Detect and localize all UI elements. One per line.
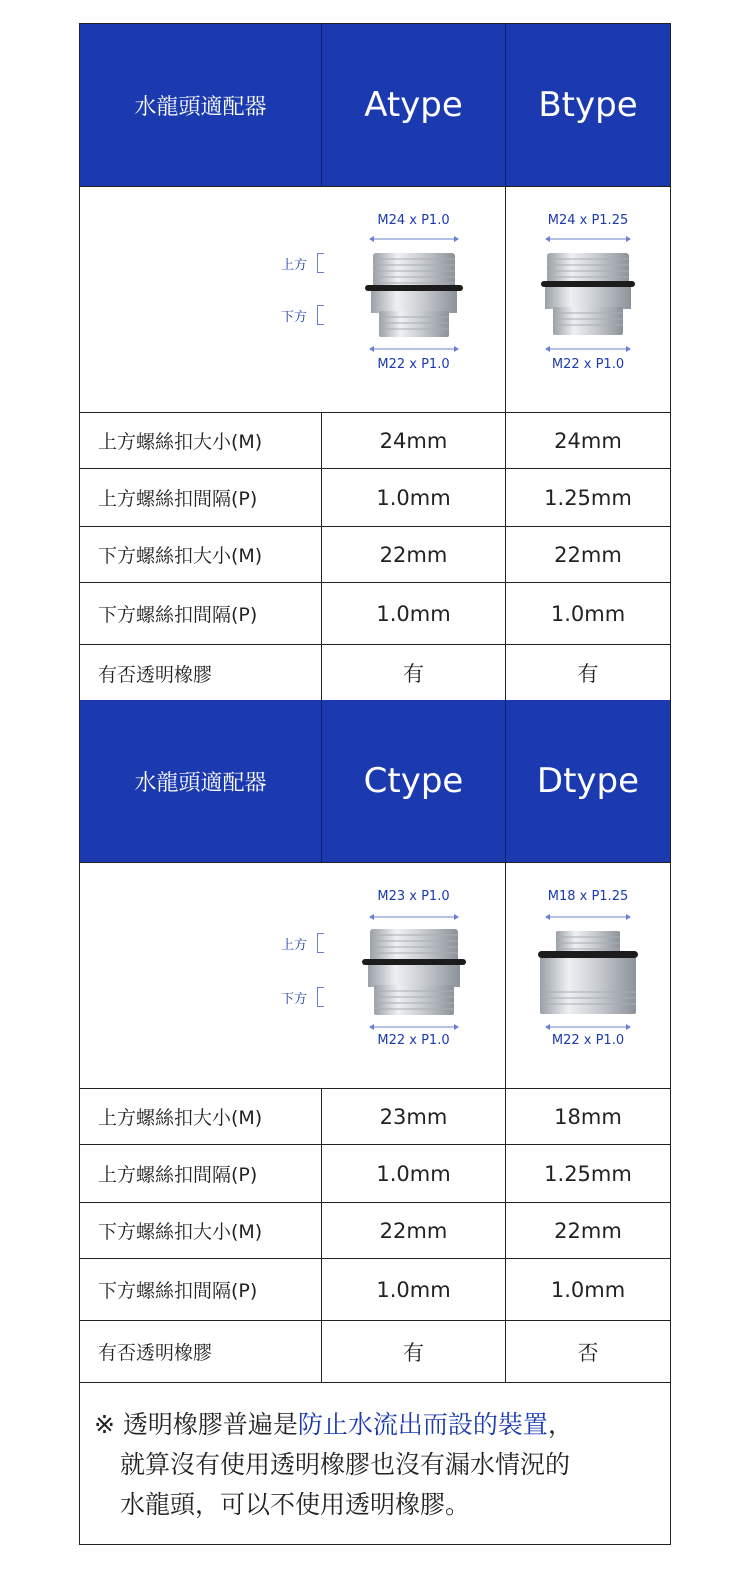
dimension-arrow-icon bbox=[368, 913, 460, 921]
row-value-b: 1.0mm bbox=[550, 601, 626, 626]
side-label-top: 上方 bbox=[281, 933, 324, 953]
image-row bbox=[80, 863, 670, 1089]
row-value-b: 24mm bbox=[554, 428, 622, 453]
row-value-a: 1.0mm bbox=[322, 1259, 506, 1320]
row-value-a: 1.0mm bbox=[322, 583, 506, 644]
table-row bbox=[80, 469, 670, 527]
spec-table-2 bbox=[79, 700, 671, 1383]
row-label: 下方螺絲扣間隔(P) bbox=[80, 583, 322, 644]
table-header bbox=[80, 24, 670, 187]
spec-bottom-label: M22 x P1.0 bbox=[551, 1033, 625, 1048]
row-value-a: 有 bbox=[322, 1321, 506, 1382]
dimension-arrow-icon bbox=[544, 235, 632, 243]
table-header bbox=[80, 700, 670, 863]
header-col-b: Dtype bbox=[536, 761, 640, 801]
header-label: 水龍頭適配器 bbox=[80, 700, 322, 862]
note-highlight: 防止水流出而設的裝置 bbox=[297, 1410, 548, 1439]
dimension-arrow-icon bbox=[368, 235, 460, 243]
spec-top-label: M18 x P1.25 bbox=[547, 889, 629, 904]
row-value-a: 1.0mm bbox=[322, 1145, 506, 1202]
row-value-a: 22mm bbox=[322, 527, 506, 582]
row-value-a: 1.0mm bbox=[322, 469, 506, 526]
dimension-arrow-icon bbox=[544, 345, 632, 353]
dimension-arrow-icon bbox=[368, 345, 460, 353]
spec-bottom-label: M22 x P1.0 bbox=[551, 357, 625, 372]
row-label: 上方螺絲扣間隔(P) bbox=[80, 1145, 322, 1202]
adapter-fitting-icon bbox=[356, 925, 472, 1019]
row-value-a: 24mm bbox=[322, 413, 506, 468]
row-value-a: 22mm bbox=[322, 1203, 506, 1258]
spec-top-label: M23 x P1.0 bbox=[377, 889, 450, 904]
row-label: 有否透明橡膠 bbox=[80, 1321, 322, 1382]
row-label: 上方螺絲扣間隔(P) bbox=[80, 469, 322, 526]
adapter-fitting-icon bbox=[530, 929, 646, 1019]
spec-bottom-label: M22 x P1.0 bbox=[377, 357, 450, 372]
spec-top-label: M24 x P1.0 bbox=[377, 213, 450, 228]
spec-bottom-label: M22 x P1.0 bbox=[377, 1033, 450, 1048]
table-row bbox=[80, 527, 670, 583]
table-row bbox=[80, 1259, 670, 1321]
note-text: 透明橡膠普遍是 bbox=[122, 1410, 298, 1439]
table-row bbox=[80, 1089, 670, 1145]
table-row bbox=[80, 413, 670, 469]
table-row bbox=[80, 1145, 670, 1203]
spec-top-label: M24 x P1.25 bbox=[547, 213, 629, 228]
header-col-a: Atype bbox=[322, 24, 506, 186]
row-value-b: 有 bbox=[577, 662, 599, 686]
row-label: 下方螺絲扣大小(M) bbox=[80, 527, 322, 582]
row-value-b: 1.0mm bbox=[550, 1277, 626, 1302]
fitting-c-cell bbox=[322, 863, 506, 1088]
side-label-bottom: 下方 bbox=[281, 305, 324, 325]
row-value-a: 有 bbox=[322, 645, 506, 701]
footnote bbox=[79, 1383, 671, 1545]
table-row bbox=[80, 1321, 670, 1382]
row-value-b: 22mm bbox=[554, 542, 622, 567]
row-value-b: 否 bbox=[577, 1340, 599, 1365]
image-row bbox=[80, 187, 670, 413]
fitting-a-cell bbox=[322, 187, 506, 412]
dimension-arrow-icon bbox=[544, 913, 632, 921]
header-label: 水龍頭適配器 bbox=[80, 24, 322, 186]
row-value-a: 23mm bbox=[322, 1089, 506, 1144]
row-label: 上方螺絲扣大小(M) bbox=[80, 413, 322, 468]
dimension-arrow-icon bbox=[544, 1023, 632, 1031]
footnote-line-3: 水龍頭，可以不使用透明橡膠。 bbox=[120, 1490, 471, 1519]
row-label: 上方螺絲扣大小(M) bbox=[80, 1089, 322, 1144]
side-labels bbox=[80, 187, 322, 412]
note-mark: ※ bbox=[94, 1410, 123, 1439]
fitting-b-cell bbox=[506, 187, 670, 412]
footnote-line-2: 就算沒有使用透明橡膠也沒有漏水情況的 bbox=[120, 1450, 571, 1479]
row-value-b: 18mm bbox=[554, 1104, 622, 1129]
adapter-fitting-icon bbox=[359, 247, 469, 339]
side-label-top: 上方 bbox=[281, 253, 324, 273]
fitting-d-cell bbox=[506, 863, 670, 1088]
row-value-b: 1.25mm bbox=[544, 1161, 632, 1186]
table-row bbox=[80, 583, 670, 645]
header-col-b: Btype bbox=[538, 85, 638, 125]
table-row bbox=[80, 1203, 670, 1259]
row-label: 有否透明橡膠 bbox=[80, 645, 322, 701]
row-label: 下方螺絲扣大小(M) bbox=[80, 1203, 322, 1258]
header-col-a: Ctype bbox=[322, 700, 506, 862]
footnote-line-1 bbox=[94, 1405, 670, 1445]
spec-table-1 bbox=[79, 23, 671, 702]
note-text: ， bbox=[547, 1410, 573, 1439]
row-label: 下方螺絲扣間隔(P) bbox=[80, 1259, 322, 1320]
row-value-b: 1.25mm bbox=[544, 485, 632, 510]
dimension-arrow-icon bbox=[368, 1023, 460, 1031]
table-row bbox=[80, 645, 670, 701]
row-value-b: 22mm bbox=[554, 1218, 622, 1243]
side-labels bbox=[80, 863, 322, 1088]
adapter-fitting-icon bbox=[535, 249, 641, 339]
side-label-bottom: 下方 bbox=[281, 987, 324, 1007]
